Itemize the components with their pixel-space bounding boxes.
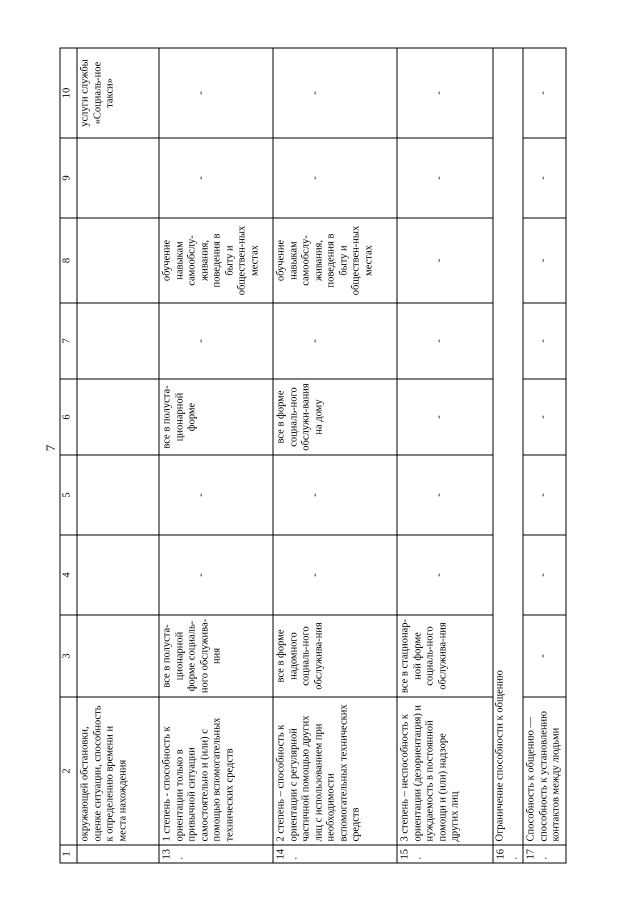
- table-row: [523, 48, 566, 863]
- row-number: 15.: [397, 845, 493, 863]
- criterion-cell: 1 степень - способность к ориентации только в привычной ситуации самостоятельно и (или) с помощью вспомогательных технических средств: [159, 697, 273, 845]
- empty-dash-cell: -: [397, 535, 493, 615]
- empty-dash-cell: -: [273, 535, 397, 615]
- empty-dash-cell: -: [159, 48, 273, 138]
- header-cell: 2: [60, 697, 77, 845]
- row-number: 14.: [273, 845, 397, 863]
- table-row: [397, 48, 493, 863]
- service-cell: все в форме социаль-ного обслужи-вания на дому: [273, 379, 397, 455]
- header-cell: 8: [60, 218, 77, 303]
- section-title: Ограничение способности к общению: [493, 48, 523, 845]
- empty-dash-cell: -: [523, 535, 566, 615]
- empty-dash-cell: -: [159, 455, 273, 535]
- table-row: [159, 48, 273, 863]
- service-cell: [77, 535, 159, 615]
- header-row: [60, 48, 77, 863]
- criterion-cell: Способность к общению — способность к установлению контактов между людьми: [523, 697, 566, 845]
- empty-dash-cell: -: [523, 138, 566, 218]
- row-number: 17.: [523, 845, 566, 863]
- service-cell: обучение навыкам самообслу-живания, поведения в быту и обществен-ных местах: [159, 218, 273, 303]
- header-cell: 5: [60, 455, 77, 535]
- empty-dash-cell: -: [397, 455, 493, 535]
- service-cell: [77, 138, 159, 218]
- page-number: 7: [43, 444, 58, 452]
- service-cell: все в форме надомного социаль-ного обслужива-ния: [273, 615, 397, 697]
- empty-dash-cell: -: [397, 138, 493, 218]
- empty-dash-cell: -: [523, 455, 566, 535]
- header-cell: 9: [60, 138, 77, 218]
- service-cell: [77, 303, 159, 379]
- empty-dash-cell: -: [159, 138, 273, 218]
- empty-dash-cell: -: [397, 218, 493, 303]
- criterion-cell: 2 степень – способность к ориентации с регулярной частичной помощью других лиц с использованием при необходимости вспомогательных технических средств: [273, 697, 397, 845]
- row-number: 16.: [493, 845, 523, 863]
- empty-dash-cell: -: [523, 303, 566, 379]
- criterion-cell: 3 степень – неспособность к ориентации (дезориентация) и нуждаемость в постоянной помощи и (или) надзоре других лиц: [397, 697, 493, 845]
- empty-dash-cell: -: [397, 379, 493, 455]
- service-cell: [77, 379, 159, 455]
- empty-dash-cell: -: [273, 48, 397, 138]
- service-cell: [77, 455, 159, 535]
- service-cell: все в полуста-ционарной форме социаль-ного обслужива-ния: [159, 615, 273, 697]
- criterion-cell: окружающей обстановки, оценке ситуации, способность к определению времени и места нахождения: [77, 697, 159, 845]
- header-cell: 6: [60, 379, 77, 455]
- row-number: [77, 845, 159, 863]
- empty-dash-cell: -: [523, 615, 566, 697]
- empty-dash-cell: -: [159, 303, 273, 379]
- empty-dash-cell: -: [273, 303, 397, 379]
- empty-dash-cell: -: [523, 48, 566, 138]
- header-cell: 10: [60, 48, 77, 138]
- services-table: [59, 48, 566, 864]
- empty-dash-cell: -: [273, 455, 397, 535]
- empty-dash-cell: -: [523, 379, 566, 455]
- header-cell: 4: [60, 535, 77, 615]
- service-cell: [77, 218, 159, 303]
- row-number: 13.: [159, 845, 273, 863]
- rotated-table-container: [59, 49, 589, 864]
- empty-dash-cell: -: [273, 138, 397, 218]
- empty-dash-cell: -: [397, 48, 493, 138]
- section-row: [493, 48, 523, 863]
- service-cell: услуги службы «Социаль-ное такси»: [77, 48, 159, 138]
- service-cell: обучение навыкам самообслу-живания, поведения в быту и обществен-ных местах: [273, 218, 397, 303]
- table-row: [77, 48, 159, 863]
- service-cell: [77, 615, 159, 697]
- empty-dash-cell: -: [159, 535, 273, 615]
- header-cell: 1: [60, 845, 77, 863]
- empty-dash-cell: -: [523, 218, 566, 303]
- header-cell: 3: [60, 615, 77, 697]
- service-cell: все в стационар-ной форме социаль-ного обслужива-ния: [397, 615, 493, 697]
- table-row: [273, 48, 397, 863]
- header-cell: 7: [60, 303, 77, 379]
- empty-dash-cell: -: [397, 303, 493, 379]
- service-cell: все в полуста-ционарной форме: [159, 379, 273, 455]
